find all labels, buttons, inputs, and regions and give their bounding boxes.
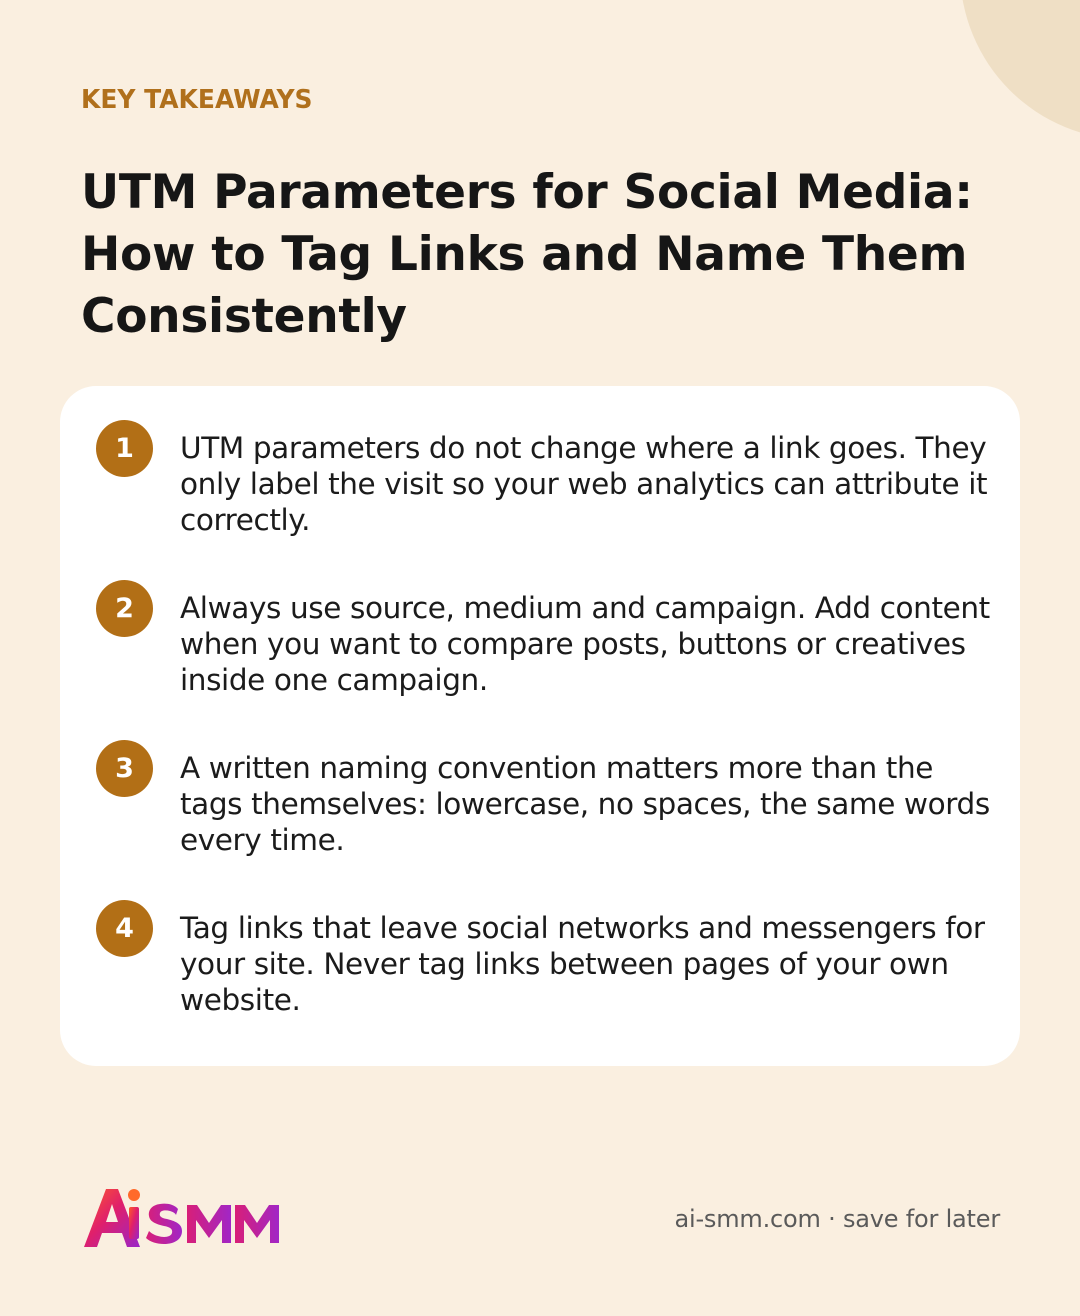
takeaway-text: Tag links that leave social networks and messengers for your site. Never tag links between pages of your own website. — [180, 911, 985, 1017]
page-title: UTM Parameters for Social Media: How to Tag Links and Name Them Consistently — [81, 165, 973, 344]
decorative-corner-circle — [960, 0, 1080, 140]
takeaways-card — [60, 386, 1020, 1066]
takeaway-text: A written naming convention matters more than the tags themselves: lowercase, no spaces, the same words every time. — [180, 751, 990, 857]
takeaway-text: Always use source, medium and campaign. Add content when you want to compare posts, buttons or creatives inside one campaign. — [180, 591, 990, 697]
aismm-logo — [82, 1185, 282, 1251]
eyebrow-label: KEY TAKEAWAYS — [81, 85, 313, 115]
number-badge: 4 — [96, 900, 153, 957]
number-badge: 2 — [96, 580, 153, 637]
number-badge: 1 — [96, 420, 153, 477]
number-badge: 3 — [96, 740, 153, 797]
footer-site-text: ai-smm.com · save for later — [674, 1205, 1000, 1233]
takeaway-text: UTM parameters do not change where a link goes. They only label the visit so your web analytics can attribute it correctly. — [180, 431, 988, 537]
